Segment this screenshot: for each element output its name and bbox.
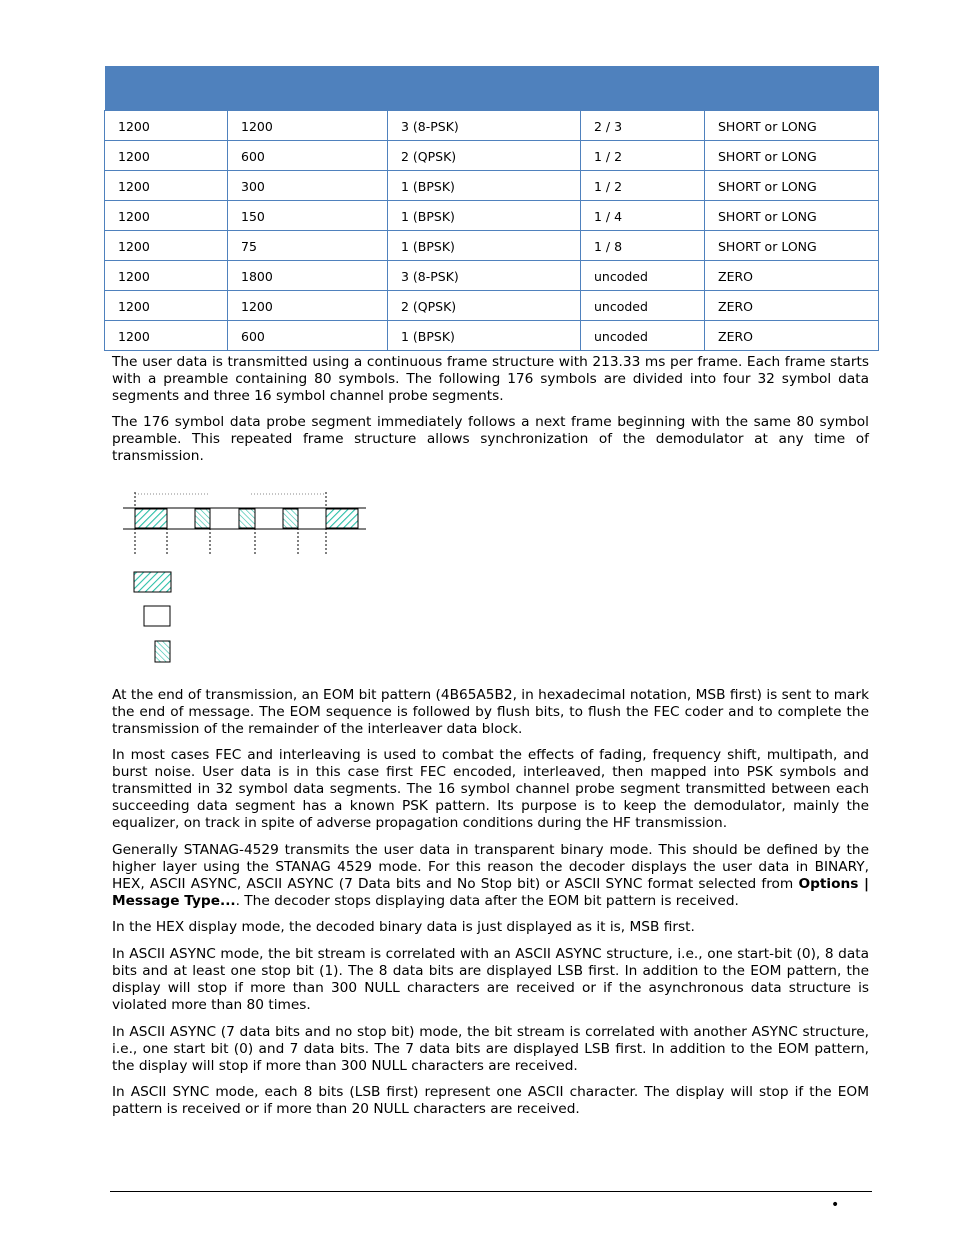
paragraph-display-modes-text: Generally STANAG-4529 transmits the user data in transparent binary mode. This should be defined by the higher layer using the STANAG 4529 mode. For this reason the decoder displays the user data in BINARY, HEX, ASCII ASYNC, ASCII ASYNC (7 Data bits and No Stop bit) or ASCII SYNC format selected from [112,842,869,892]
table-cell: 600 [228,321,388,351]
table-cell: SHORT or LONG [705,231,879,261]
table-row [105,141,879,171]
legend-preamble-box [134,572,171,592]
table-row [105,291,879,321]
table-cell: 1200 [228,111,388,141]
table-cell: 2 (QPSK) [388,141,581,171]
table-cell: 2 / 3 [581,111,705,141]
table-cell: SHORT or LONG [705,141,879,171]
table-row [105,111,879,141]
table-row [105,261,879,291]
table-cell: 3 (8-PSK) [388,261,581,291]
table-row [105,171,879,201]
table-cell: 1 (BPSK) [388,321,581,351]
table-row [105,231,879,261]
table-header [105,66,879,111]
paragraph-probe-segment: The 176 symbol data probe segment immediately follows a next frame beginning with the same 80 symbol preamble. This repeated frame structure allows synchronization of the demodulator at any time of transmission. [112,414,869,464]
paragraph-fec: In most cases FEC and interleaving is used to combat the effects of fading, frequency shift, multipath, and burst noise. User data is in this case first FEC encoded, interleaved, then mapped into PSK symbols and transmitted in 32 symbol data segments. The 16 symbol channel probe segment transmitted between each succeeding data segment has a known PSK pattern. Its purpose is to keep the demodulator, mainly the equalizer, on track in spite of adverse propagation conditions during the HF transmission. [112,747,869,831]
table-cell: 300 [228,171,388,201]
paragraph-hex-mode: In the HEX display mode, the decoded binary data is just displayed as it is, MSB first. [112,919,695,935]
table-cell: 1200 [228,291,388,321]
table-cell: SHORT or LONG [705,111,879,141]
table-cell: 1 (BPSK) [388,171,581,201]
probe-segment-1 [195,509,210,528]
paragraph-display-modes-text-end: . The decoder stops displaying data after the EOM bit pattern is received. [235,893,739,909]
table-cell: ZERO [705,291,879,321]
probe-segment-3 [283,509,298,528]
legend-data-box [144,606,170,626]
table-cell: 1 / 4 [581,201,705,231]
next-preamble-segment [326,509,358,528]
table-cell: 1200 [105,201,228,231]
table-cell: 1200 [105,231,228,261]
table-cell: 3 (8-PSK) [388,111,581,141]
table-cell: SHORT or LONG [705,201,879,231]
table-cell: 150 [228,201,388,231]
table-cell: uncoded [581,261,705,291]
table-cell: 1200 [105,171,228,201]
table-cell: 1200 [105,321,228,351]
paragraph-frame-structure: The user data is transmitted using a continuous frame structure with 213.33 ms per frame. Each frame starts with a preamble containing 80 symbols. The following 176 symbols are divided into four 32 symbol data segments and three 16 symbol channel probe segments. [112,354,869,404]
table-cell: 1800 [228,261,388,291]
table-cell: 1200 [105,261,228,291]
table-cell: 600 [228,141,388,171]
table-cell: 2 (QPSK) [388,291,581,321]
legend-probe-box [155,641,170,662]
table-row [105,321,879,351]
mode-table [104,66,879,351]
paragraph-eom: At the end of transmission, an EOM bit pattern (4B65A5B2, in hexadecimal notation, MSB first) is sent to mark the end of message. The EOM sequence is followed by flush bits, to flush the FEC coder and to complete the transmission of the remainder of the interleaver data block. [112,687,869,737]
table-cell: uncoded [581,321,705,351]
table-cell: 1 / 2 [581,171,705,201]
table-cell: 1200 [105,291,228,321]
frame-structure-diagram [118,484,378,670]
preamble-segment [135,509,167,528]
footer-rule [110,1191,872,1192]
table-cell: 75 [228,231,388,261]
table-cell: 1 (BPSK) [388,231,581,261]
table-cell: ZERO [705,261,879,291]
menu-path-message-type: Options | Message Type... [112,876,870,909]
table-row [105,201,879,231]
table-cell: 1 / 2 [581,141,705,171]
paragraph-ascii-async-7: In ASCII ASYNC (7 data bits and no stop bit) mode, the bit stream is correlated with another ASYNC structure, i.e., one start bit (0) and 7 data bits. The 7 data bits are displayed LSB first. In addition to the EOM pattern, the display will stop if more than 300 NULL characters are received. [112,1024,869,1074]
paragraph-display-modes [112,842,869,910]
table-cell: 1 / 8 [581,231,705,261]
table-cell: 1200 [105,141,228,171]
footer-bullet: • [831,1197,840,1213]
table-cell: 1200 [105,111,228,141]
table-cell: uncoded [581,291,705,321]
paragraph-ascii-async: In ASCII ASYNC mode, the bit stream is correlated with an ASCII ASYNC structure, i.e., one start-bit (0), 8 data bits and at least one stop bit (1). The 8 data bits are displayed LSB first. In addition to the EOM pattern, the display will stop if more than 300 NULL characters are received or if the asynchronous data structure is violated more than 80 times. [112,946,869,1013]
table-cell: 1 (BPSK) [388,201,581,231]
table-cell: SHORT or LONG [705,171,879,201]
table-cell: ZERO [705,321,879,351]
paragraph-ascii-sync: In ASCII SYNC mode, each 8 bits (LSB first) represent one ASCII character. The display will stop if the EOM pattern is received or if more than 20 NULL characters are received. [112,1084,869,1117]
probe-segment-2 [239,509,255,528]
